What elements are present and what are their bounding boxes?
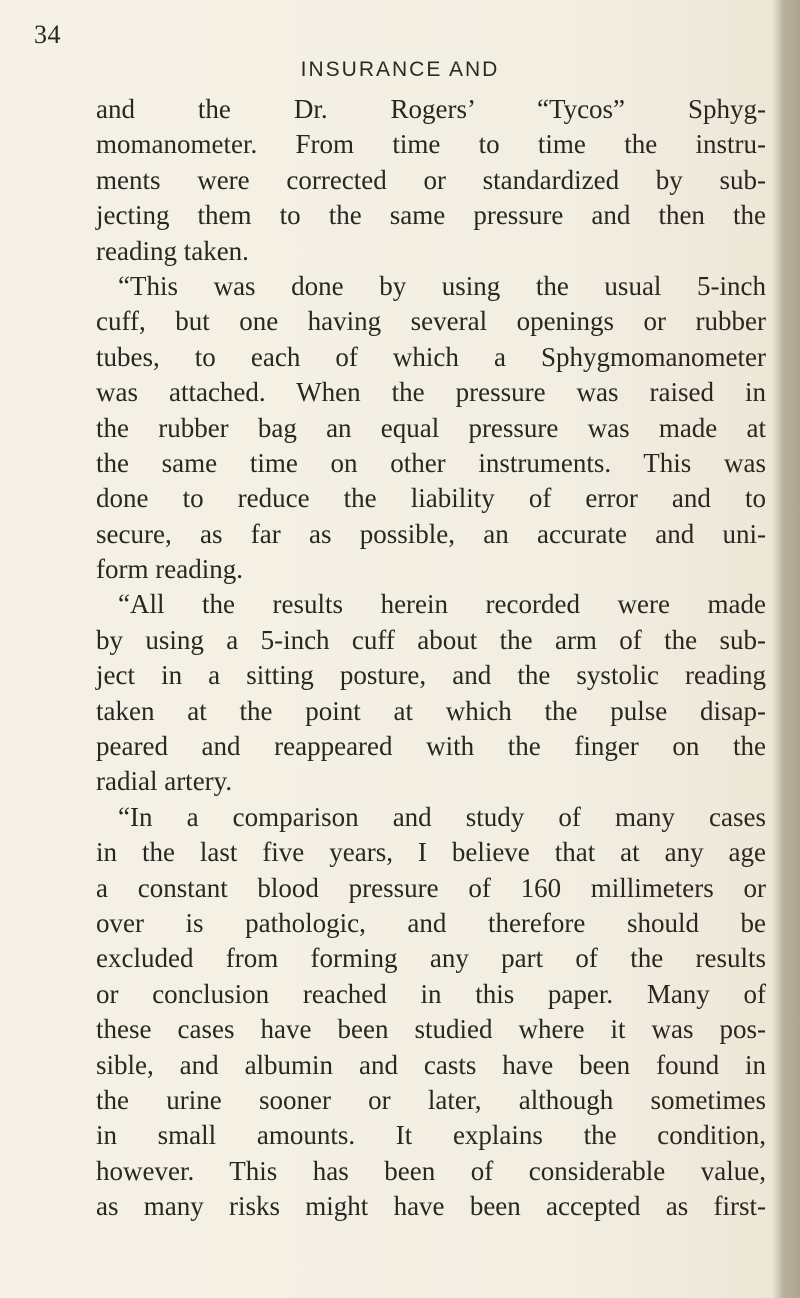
text-line: as many risks might have been accepted as first- <box>96 1191 766 1222</box>
text-line: however. This has been of considerable value, <box>96 1155 766 1186</box>
text-line: peared and reappeared with the finger on the <box>96 731 766 762</box>
text-line: a constant blood pressure of 160 millimeters or <box>96 872 766 903</box>
text-line: and the Dr. Rogers’ “Tycos” Sphyg- <box>96 94 766 124</box>
text-line: radial artery. <box>96 766 233 797</box>
text-line: sible, and albumin and casts have been found in <box>96 1049 766 1080</box>
text-line: these cases have been studied where it was pos- <box>96 1014 766 1045</box>
text-line: ments were corrected or standardized by sub- <box>96 164 766 195</box>
text-line: the urine sooner or later, although sometimes <box>96 1084 766 1115</box>
text-line: jecting them to the same pressure and then the <box>96 200 766 231</box>
text-line: excluded from forming any part of the results <box>96 943 766 974</box>
text-line: “All the results herein recorded were made <box>118 589 766 620</box>
page-edge-shadow <box>772 0 800 1298</box>
text-line: in small amounts. It explains the condition, <box>96 1120 766 1151</box>
text-line: “In a comparison and study of many cases <box>118 801 766 832</box>
text-line: the rubber bag an equal pressure was made at <box>96 412 766 443</box>
text-line: done to reduce the liability of error and to <box>96 483 766 514</box>
text-line: secure, as far as possible, an accurate and uni- <box>96 518 766 549</box>
text-line: reading taken. <box>96 235 249 266</box>
text-line: taken at the point at which the pulse disap- <box>96 695 766 726</box>
running-head: INSURANCE AND <box>300 58 500 81</box>
page-number: 34 <box>34 20 61 49</box>
text-line: over is pathologic, and therefore should be <box>96 907 766 938</box>
text-line: cuff, but one having several openings or rubber <box>96 306 766 337</box>
text-line: “This was done by using the usual 5-inch <box>118 270 766 301</box>
text-line: form reading. <box>96 554 243 585</box>
text-line: tubes, to each of which a Sphygmomanometer <box>96 341 766 372</box>
text-line: momanometer. From time to time the instru- <box>96 129 766 160</box>
text-line: or conclusion reached in this paper. Many of <box>96 978 766 1009</box>
text-line: ject in a sitting posture, and the systolic reading <box>96 660 766 691</box>
body-text <box>96 92 766 1225</box>
text-line: in the last five years, I believe that at any age <box>96 837 766 868</box>
text-line: the same time on other instruments. This was <box>96 447 766 478</box>
text-line: by using a 5-inch cuff about the arm of the sub- <box>96 624 766 655</box>
text-line: was attached. When the pressure was raised in <box>96 377 766 408</box>
